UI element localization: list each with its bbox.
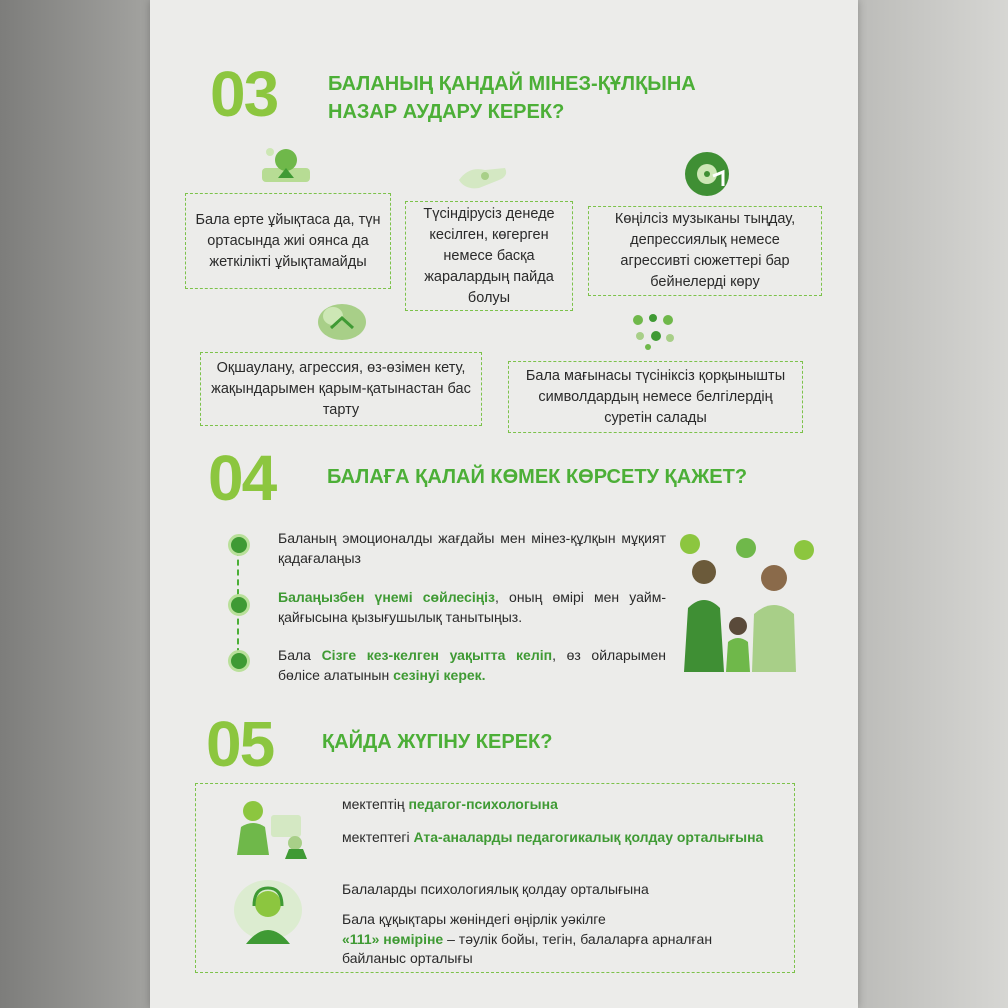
section-number-04: 04	[208, 442, 276, 514]
support-operator-icon	[230, 876, 306, 946]
help-tip-3-text-a: Бала	[278, 647, 322, 663]
bruised-hand-icon	[455, 158, 511, 194]
where-2-text: мектептегі	[342, 829, 414, 845]
section-04-title: БАЛАҒА ҚАЛАЙ КӨМЕК КӨРСЕТУ ҚАЖЕТ?	[327, 466, 748, 488]
where-1-text: мектептің	[342, 796, 409, 812]
behavior-box-music: Көңілсіз музыканы тыңдау, депрессиялық немесе агрессивті сюжеттері бар бейнелерді көру	[588, 206, 822, 296]
help-tip-1: Баланың эмоционалды жағдайы мен мінез-құлқын мұқият қадағалаңыз	[278, 530, 666, 566]
where-school-psychologist	[342, 795, 772, 814]
behavior-box-injuries: Түсіндірусіз денеде кесілген, көгерген немесе басқа жаралардың пайда болуы	[405, 201, 573, 311]
leaflet-page	[150, 0, 858, 1008]
where-psych-support-center: Балаларды психологиялық қолдау орталығына	[342, 881, 649, 897]
section-number-05: 05	[206, 708, 274, 780]
psychologist-session-icon	[225, 795, 315, 861]
family-illustration-icon	[676, 530, 824, 678]
timeline-dot-3	[228, 650, 250, 672]
where-2-highlight: Ата-аналарды педагогикалық қолдау орталығына	[413, 829, 764, 845]
where-ombudsman: Бала құқықтары жөніндегі өңірлік уәкілге	[342, 911, 606, 927]
help-tip-2	[278, 587, 666, 627]
where-parent-support-center	[342, 828, 772, 847]
where-1-highlight: педагог-психологына	[408, 796, 558, 812]
timeline-dot-1	[228, 534, 250, 556]
background-left	[0, 0, 150, 1008]
section-03-title-line2: НАЗАР АУДАРУ КЕРЕК?	[328, 101, 565, 123]
help-tip-3-highlight-1: Сізге кез-келген уақытта келіп	[321, 647, 553, 663]
section-number-03: 03	[210, 58, 278, 130]
help-tip-2-text: , оның өмірі мен уайм-қайғысына қызығушылық танытыңыз.	[278, 589, 666, 625]
sleepless-child-icon	[258, 142, 314, 188]
timeline-dot-2	[228, 594, 250, 616]
background-right	[858, 0, 1008, 1008]
help-tip-3-text-b: , өз ойларымен бөлісе алатынын	[278, 647, 666, 683]
help-tip-2-highlight: Балаңызбен үнемі сөйлесіңіз	[278, 589, 496, 605]
behavior-box-isolation: Оқшаулану, агрессия, өз-өзімен кету, жақындарымен қарым-қатынастан бас тарту	[200, 352, 482, 426]
hotline-number: «111» нөміріне	[342, 931, 444, 947]
isolation-cloud-icon	[315, 298, 369, 344]
help-tip-3-highlight-2: сезінуі керек.	[393, 667, 486, 683]
section-03-title-line1: БАЛАНЫҢ ҚАНДАЙ МІНЕЗ-ҚҰЛҚЫНА	[328, 73, 696, 95]
hotline-description: – тәулік бойы, тегін, балаларға арналған байланыс орталығы	[342, 931, 713, 966]
scary-symbols-icon	[630, 312, 676, 352]
behavior-box-sleep: Бала ерте ұйықтаса да, түн ортасында жиі оянса да жеткілікті ұйықтамайды	[185, 193, 391, 289]
help-tip-3	[278, 645, 666, 685]
where-hotline	[342, 930, 772, 968]
section-05-title: ҚАЙДА ЖҮГІНУ КЕРЕК?	[322, 731, 553, 753]
behavior-box-drawings: Бала мағынасы түсініксіз қорқынышты символдардың немесе белгілердің суретін салады	[508, 361, 803, 433]
music-disc-icon	[683, 150, 731, 198]
